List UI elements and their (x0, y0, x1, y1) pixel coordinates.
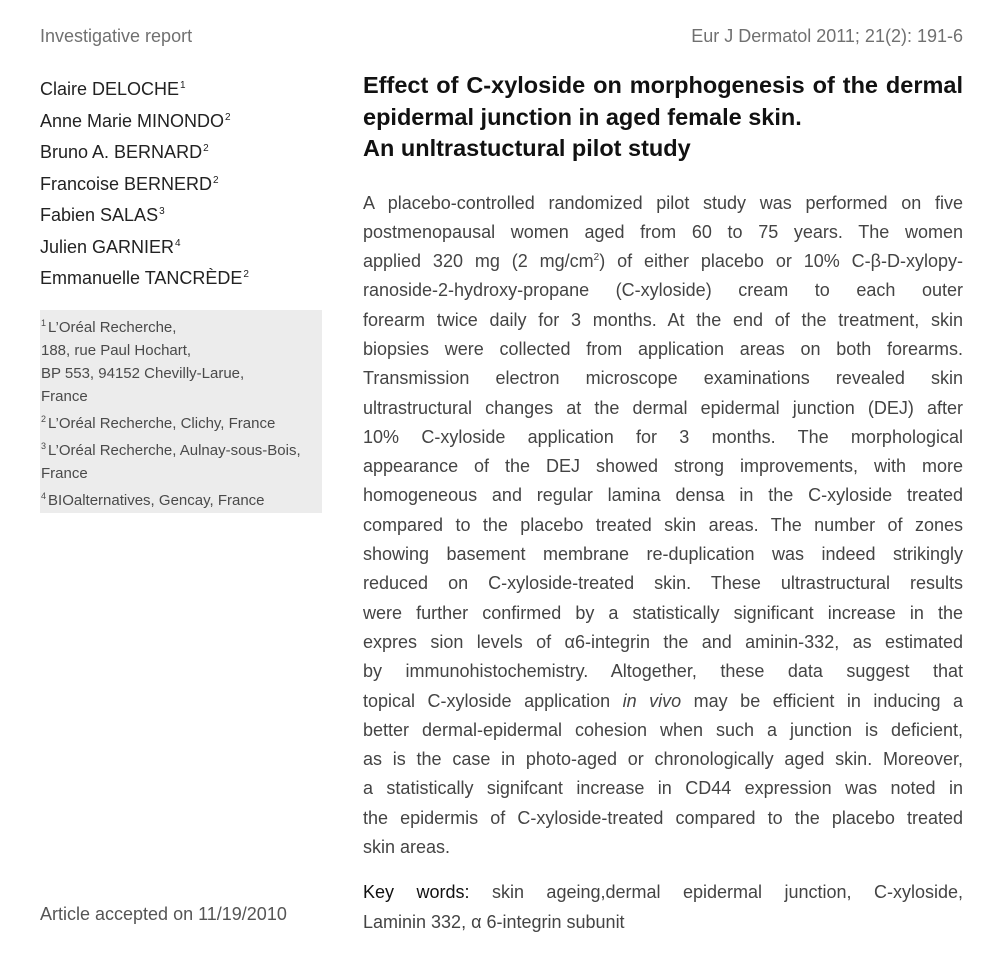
affiliation-line (41, 312, 321, 339)
abstract-line: were further confirmed by a statistically significant increase in the (363, 602, 963, 623)
abstract-line: biopsies were collected from application areas on both forearms. (363, 338, 963, 359)
author-affiliation-marker: 2 (203, 143, 209, 154)
abstract-line: as is the case in photo-aged or chronologically aged skin. Moreover, (363, 749, 963, 770)
affiliation-marker: 4 (41, 490, 47, 501)
affiliation-marker: 1 (41, 317, 47, 328)
author-name (40, 106, 322, 138)
author-name (40, 169, 322, 201)
author-column (40, 74, 322, 513)
abstract-text: ) of either placebo or 10% C-β-D-xylopy- (599, 251, 963, 272)
author-affiliation-marker: 2 (213, 174, 219, 186)
author-affiliation-marker: 2 (225, 111, 231, 123)
author-name-text: Julien GARNIER (40, 236, 175, 257)
affiliation-text: L’Oréal Recherche, Aulnay-sous-Bois, (48, 441, 301, 459)
author-name (40, 137, 322, 169)
abstract-line: showing basement membrane re-duplication was indeed strikingly (363, 544, 963, 565)
affiliation-line: France (41, 387, 88, 405)
journal-citation: Eur J Dermatol 2011; 21(2): 191-6 (691, 26, 963, 46)
abstract-line: ultrastructural changes at the dermal epidermal junction (DEJ) after (363, 397, 963, 418)
superscript: 2 (593, 252, 600, 264)
author-affiliation-marker: 1 (180, 80, 186, 91)
section-label: Investigative report (40, 26, 193, 46)
abstract-text: applied 320 mg (2 mg/cm (363, 251, 594, 272)
keywords-text: skin ageing,dermal epidermal junction, C-xyloside, (469, 882, 963, 903)
keywords-line: Laminin 332, α 6-integrin subunit (363, 911, 625, 932)
keywords (363, 878, 963, 937)
title-line: epidermal junction in aged female skin. (363, 103, 802, 130)
affiliation-text: L’Oréal Recherche, Clichy, France (48, 414, 276, 432)
affiliation-marker: 3 (41, 440, 47, 451)
abstract-line (363, 687, 963, 716)
abstract-line: a statistically signifcant increase in CD44 expression was noted in (363, 778, 963, 799)
abstract-line (363, 247, 963, 276)
abstract-line: 10% C-xyloside application for 3 months. The morphological (363, 426, 963, 447)
affiliation-line: 188, rue Paul Hochart, (41, 341, 192, 359)
abstract-line: skin areas. (363, 837, 451, 858)
abstract-line: postmenopausal women aged from 60 to 75 years. The women (363, 221, 963, 242)
author-name (40, 232, 322, 264)
author-affiliation-marker: 3 (159, 206, 165, 217)
affiliation-line (41, 435, 321, 462)
author-name-text: Anne Marie MINONDO (40, 110, 225, 131)
abstract-line: compared to the placebo treated skin areas. The number of zones (363, 514, 963, 535)
affiliation-line (41, 408, 321, 435)
abstract (363, 189, 963, 863)
abstract-text: topical C-xyloside application (363, 690, 623, 711)
abstract-text: may be efficient in inducing a (681, 690, 964, 711)
author-name-text: Claire DELOCHE (40, 79, 180, 99)
abstract-line: expres sion levels of α6-integrin the and aminin-332, as estimated (363, 631, 963, 652)
abstract-line: the epidermis of C-xyloside-treated compared to the placebo treated (363, 807, 963, 828)
affiliation-line: France (41, 464, 88, 482)
affiliation-line (41, 485, 321, 512)
affiliations-box (40, 310, 322, 513)
abstract-line: homogeneous and regular lamina densa in the C-xyloside treated (363, 485, 963, 506)
author-name-text: Fabien SALAS (40, 205, 159, 225)
author-affiliation-marker: 4 (175, 237, 181, 249)
author-name (40, 200, 322, 232)
article-title (363, 70, 963, 165)
affiliation-text: L’Oréal Recherche, (48, 318, 177, 336)
keywords-line (363, 878, 963, 907)
abstract-line: reduced on C-xyloside-treated skin. These ultrastructural results (363, 573, 963, 594)
abstract-line: better dermal-epidermal cohesion when such a junction is deficient, (363, 719, 963, 740)
accepted-date: Article accepted on 11/19/2010 (40, 904, 287, 924)
affiliation-marker: 2 (41, 413, 47, 424)
author-affiliation-marker: 2 (243, 269, 249, 280)
author-name-text: Francoise BERNERD (40, 173, 213, 194)
affiliation-line: BP 553, 94152 Chevilly-Larue, (41, 364, 245, 382)
italic-term: in vivo (622, 690, 682, 711)
abstract-line: ranoside-2-hydroxy-propane (C-xyloside) cream to each outer (363, 280, 963, 301)
abstract-line: forearm twice daily for 3 months. At the end of the treatment, skin (363, 309, 963, 330)
abstract-line: appearance of the DEJ showed strong improvements, with more (363, 456, 963, 477)
author-name-text: Bruno A. BERNARD (40, 142, 203, 162)
affiliation-text: BIOalternatives, Gencay, France (48, 491, 265, 509)
author-name-text: Emmanuelle TANCRÈDE (40, 268, 243, 288)
abstract-line: A placebo-controlled randomized pilot study was performed on five (363, 192, 963, 213)
abstract-line: Transmission electron microscope examinations revealed skin (363, 368, 963, 389)
author-name (40, 263, 322, 295)
subtitle-line: An unltrastuctural pilot study (363, 135, 691, 161)
abstract-line: by immunohistochemistry. Altogether, these data suggest that (363, 661, 963, 682)
title-line: Effect of C-xyloside on morphogenesis of the dermal (363, 72, 963, 98)
main-column (363, 70, 963, 937)
author-name (40, 74, 322, 106)
keywords-label: Key words: (363, 882, 470, 903)
